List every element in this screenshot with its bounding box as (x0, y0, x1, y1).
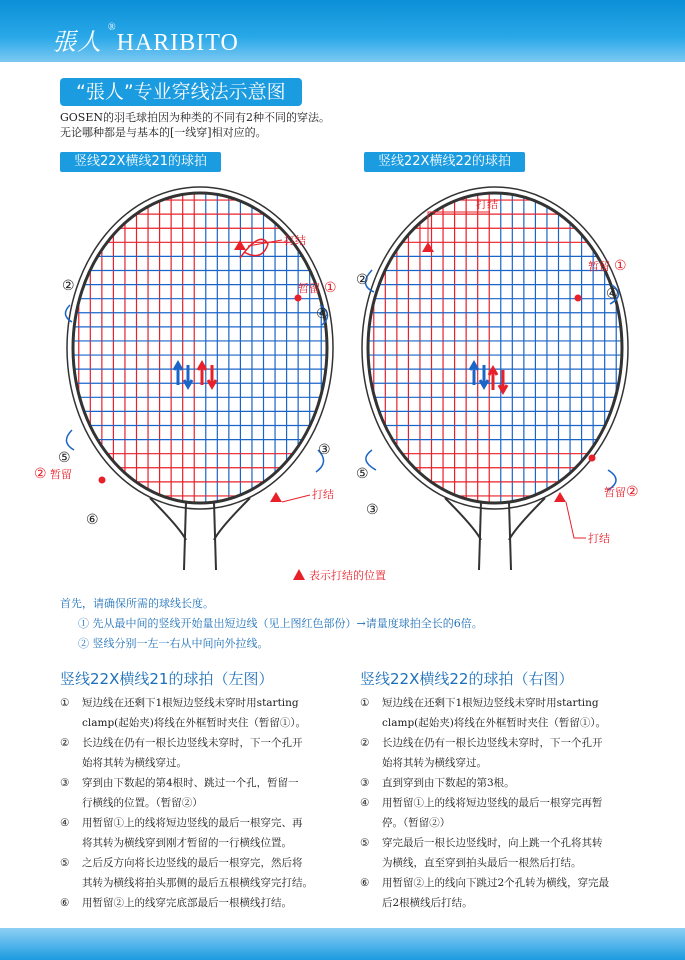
left-marker-1: ① (324, 280, 337, 296)
right-knot-top (422, 242, 434, 252)
left-marker-6: ⑥ (86, 512, 99, 528)
step-line (360, 833, 660, 853)
step-number: ② (360, 737, 370, 749)
step-number: ① (360, 697, 370, 709)
step-line (60, 753, 360, 773)
header-banner (0, 0, 685, 62)
step-line (60, 793, 360, 813)
step-number: ④ (60, 817, 70, 829)
intro-text (60, 110, 330, 140)
step-text: clamp(起始夹)将线在外框暂时夹住（暂留①）。 (382, 717, 607, 729)
step-number: ② (60, 737, 70, 749)
steps-right (360, 668, 660, 913)
step-line (60, 833, 360, 853)
step-text: 之后反方向将长边竖线的最后一根穿完，然后将 (82, 857, 303, 869)
step-line (360, 893, 660, 913)
left-label-hold1: 暂留 (298, 282, 320, 295)
step-line (60, 713, 360, 733)
step-text: clamp(起始夹)将线在外框暂时夹住（暂留①）。 (82, 717, 307, 729)
step-line (360, 713, 660, 733)
step-line (360, 733, 660, 753)
step-line (360, 813, 660, 833)
left-marker-4: ④ (316, 306, 329, 322)
step-number: ③ (60, 777, 70, 789)
right-marker-3: ③ (366, 502, 379, 518)
step-text: 直到穿到由下数起的第3根。 (382, 777, 515, 789)
step-number: ⑤ (360, 837, 370, 849)
step-text: 后2根横线后打结。 (382, 897, 473, 909)
right-marker-4: ④ (606, 286, 619, 302)
right-diagram-subtitle: 竖线22X横线22的球拍 (364, 152, 525, 172)
brand-kanji: 張人 (52, 30, 102, 56)
left-marker-2b: ② (34, 466, 47, 482)
step-text: 穿完最后一根长边竖线时，向上跳一个孔将其转 (382, 837, 603, 849)
left-label-knot-top: 打结 (284, 234, 306, 247)
registered-mark: ® (108, 22, 117, 33)
step-line (60, 893, 360, 913)
step-number: ⑥ (360, 877, 370, 889)
step-text: 始将其转为横线穿过。 (382, 757, 487, 769)
intro-line-1: GOSEN的羽毛球拍因为种类的不同有2种不同的穿法。 (60, 111, 330, 124)
left-marker-2a: ② (62, 278, 75, 294)
step-number: ⑤ (60, 857, 70, 869)
step-text: 长边线在仍有一根长边竖线未穿时，下一个孔开 (382, 737, 603, 749)
intro-line-2: 无论哪种都是与基本的[一线穿]相对应的。 (60, 126, 267, 139)
page-title: “張人”专业穿线法示意图 (60, 78, 302, 106)
step-line (60, 733, 360, 753)
step-text: 始将其转为横线穿过。 (82, 757, 187, 769)
step-text: 短边线在还剩下1根短边竖线未穿时用starting (82, 697, 299, 709)
step-text: 用暂留②上的线向下跳过2个孔转为横线，穿完最 (382, 877, 610, 889)
steps-left-heading: 竖线22X横线21的球拍（左图） (60, 670, 274, 688)
brand-name: HARIBITO (116, 30, 239, 56)
step-line (60, 873, 360, 893)
right-label-knot-bottom: 打结 (588, 532, 610, 545)
step-line (360, 853, 660, 873)
left-marker-3: ③ (318, 442, 331, 458)
step-line (60, 693, 360, 713)
step-text: 其转为横线将拍头那侧的最后五根横线穿完打结。 (82, 877, 313, 889)
legend-text: 表示打结的位置 (309, 569, 386, 582)
right-label-knot-top: 打结 (476, 198, 498, 211)
step-text: 用暂留①上的线将短边竖线的最后一根穿完再暂 (382, 797, 603, 809)
note-item-2: ② 竖线分别一左一右从中间向外拉线。 (78, 637, 269, 650)
step-line (60, 773, 360, 793)
step-number: ⑥ (60, 897, 70, 909)
right-marker-5: ⑤ (356, 466, 369, 482)
step-text: 将其转为横线穿到刚才暂留的一行横线位置。 (82, 837, 292, 849)
footer-banner (0, 928, 685, 960)
step-text: 用暂留②上的线穿完底部最后一根横线打结。 (82, 897, 292, 909)
step-line (60, 853, 360, 873)
left-knot-top (234, 240, 246, 250)
step-text: 停。（暂留②） (382, 817, 451, 829)
right-racket (356, 187, 639, 570)
step-text: 穿到由下数起的第4根时、跳过一个孔，暂留一 (82, 777, 299, 789)
right-marker-2a: ② (356, 272, 369, 288)
step-text: 短边线在还剩下1根短边竖线未穿时用starting (382, 697, 599, 709)
note-item-1: ① 先从最中间的竖线开始量出短边线（见上图红色部份）→请量度球拍全长的6倍。 (78, 617, 483, 630)
step-line (60, 813, 360, 833)
step-number: ③ (360, 777, 370, 789)
step-line (360, 773, 660, 793)
knot-legend (293, 567, 386, 583)
step-line (360, 873, 660, 893)
steps-right-heading: 竖线22X横线22的球拍（右图） (360, 670, 574, 688)
brand-logo (52, 22, 239, 57)
left-marker-5: ⑤ (58, 450, 71, 466)
step-number: ④ (360, 797, 370, 809)
stringing-diagram (0, 180, 685, 595)
steps-right-list (360, 693, 660, 913)
left-knot-bottom (270, 492, 282, 502)
right-marker-2b: ② (626, 484, 639, 500)
step-line (360, 693, 660, 713)
step-text: 用暂留①上的线将短边竖线的最后一根穿完、再 (82, 817, 303, 829)
right-label-hold2: 暂留 (604, 486, 626, 499)
steps-left (60, 668, 360, 913)
steps-left-list (60, 693, 360, 913)
left-racket (34, 187, 337, 570)
left-diagram-subtitle: 竖线22X横线21的球拍 (60, 152, 221, 172)
step-line (360, 793, 660, 813)
step-number: ① (60, 697, 70, 709)
step-text: 为横线，直至穿到拍头最后一根然后打结。 (382, 857, 582, 869)
triangle-icon (293, 569, 305, 580)
notes-lead: 首先，请确保所需的球线长度。 (60, 597, 214, 610)
notes-section (60, 594, 483, 654)
step-text: 长边线在仍有一根长边竖线未穿时，下一个孔开 (82, 737, 303, 749)
left-label-hold2: 暂留 (50, 468, 72, 481)
left-label-knot-bottom: 打结 (312, 488, 334, 501)
right-marker-1: ① (614, 258, 627, 274)
step-line (360, 753, 660, 773)
right-label-hold1: 暂留 (588, 260, 610, 273)
right-knot-bottom (554, 492, 566, 502)
step-text: 行横线的位置。（暂留②） (82, 797, 203, 809)
